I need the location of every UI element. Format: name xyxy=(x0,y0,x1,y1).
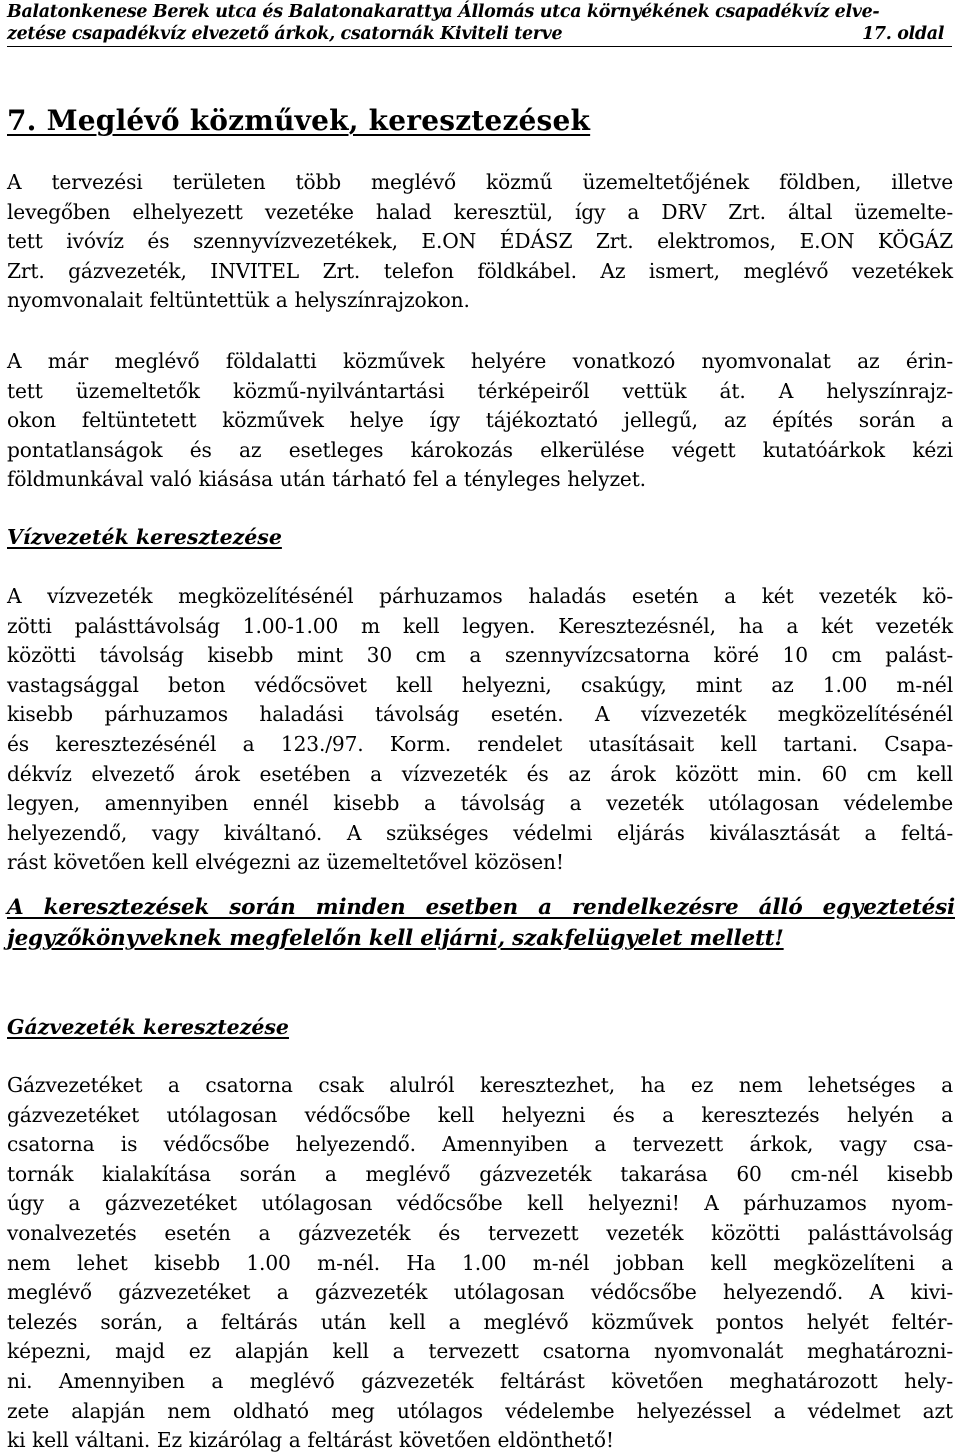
coordination-note-line: jegyzőkönyveknek megfelelőn kell eljárni, szakfelügyelet mellett! xyxy=(7,926,784,951)
paragraph-line: A vízvezeték megközelítésénél párhuzamos haladás esetén a két vezeték kö- xyxy=(7,584,953,608)
paragraph-line: Gázvezetéket a csatorna csak alulról keresztezhet, ha ez nem lehetséges a xyxy=(7,1073,953,1097)
coordination-note-line: A keresztezések során minden esetben a rendelkezésre álló egyeztetési xyxy=(7,895,955,920)
header-title-line-2 xyxy=(7,24,952,47)
paragraph-line: tornák kialakítása során a meglévő gázvezeték takarása 60 cm-nél kisebb xyxy=(7,1161,953,1186)
paragraph-line: levegőben elhelyezett vezetéke halad keresztül, így a DRV Zrt. által üzemelte- xyxy=(7,199,953,224)
paragraph-line: legyen, amennyiben ennél kisebb a távolság a vezeték utólagosan védelembe xyxy=(7,791,953,816)
paragraph-line: ki kell váltani. Ez kizárólag a feltárást követően eldönthető! xyxy=(7,1428,614,1453)
paragraph-line: helyezendő, vagy kiváltanó. A szükséges védelmi eljárás kiválasztását a feltá- xyxy=(7,820,953,845)
paragraph-line: képezni, majd ez alapján kell a tervezett csatorna nyomvonalát meghatározni- xyxy=(7,1339,953,1364)
header-title-line-2-text: zetése csapadékvíz elvezető árkok, csatornák Kiviteli terve xyxy=(7,24,563,44)
paragraph-line: tett üzemeltetők közmű-nyilvántartási térképeiről vettük át. A helyszínrajz- xyxy=(7,378,953,403)
header-title-line-1: Balatonkenese Berek utca és Balatonakarattya Állomás utca környékének csapadékvíz elve- xyxy=(7,2,880,22)
paragraph-line: tett ivóvíz és szennyvízvezetékek, E.ON ÉDÁSZ Zrt. elektromos, E.ON KÖGÁZ xyxy=(7,229,953,254)
info-paragraph xyxy=(7,347,953,495)
paragraph-line: kisebb párhuzamos haladási távolság esetén. A vízvezeték megközelítésénél xyxy=(7,702,953,727)
paragraph-line: dékvíz elvezető árok esetében a vízvezeték és az árok között min. 60 cm kell xyxy=(7,761,953,786)
paragraph-line: okon feltüntetett közművek helye így tájékoztató jellegű, az építés során a xyxy=(7,408,953,433)
paragraph-line: rást követően kell elvégezni az üzemeltetővel közösen! xyxy=(7,850,564,875)
paragraph-line: gázvezetéket utólagosan védőcsőbe kell helyezni és a keresztezés helyén a xyxy=(7,1102,953,1127)
paragraph-line: úgy a gázvezetéket utólagosan védőcsőbe kell helyezni! A párhuzamos nyom- xyxy=(7,1191,953,1216)
paragraph-line: vastagsággal beton védőcsövet kell helyezni, csakúgy, mint az 1.00 m-nél xyxy=(7,672,953,697)
paragraph-line: nem lehet kisebb 1.00 m-nél. Ha 1.00 m-nél jobban kell megközelíteni a xyxy=(7,1250,953,1275)
paragraph-line: közötti távolság kisebb mint 30 cm a szennyvízcsatorna köré 10 cm palást- xyxy=(7,643,953,668)
water-crossing-heading: Vízvezeték keresztezése xyxy=(7,525,282,549)
paragraph-line: csatorna is védőcsőbe helyezendő. Amennyiben a tervezett árkok, vagy csa- xyxy=(7,1132,953,1157)
coordination-note xyxy=(7,892,955,954)
paragraph-line: pontatlanságok és az esetleges károkozás elkerülése végett kutatóárkok kézi xyxy=(7,437,953,462)
gas-crossing-heading: Gázvezeték keresztezése xyxy=(7,1015,289,1039)
page-number: 17. oldal xyxy=(862,24,944,44)
section-title: 7. Meglévő közművek, keresztezések xyxy=(7,104,591,137)
paragraph-line: vonalvezetés esetén a gázvezeték és tervezett vezeték közötti palásttávolság xyxy=(7,1220,953,1245)
paragraph-line: ni. Amennyiben a meglévő gázvezeték feltárást követően meghatározott hely- xyxy=(7,1368,953,1393)
paragraph-line: Zrt. gázvezeték, INVITEL Zrt. telefon földkábel. Az ismert, meglévő vezetékek xyxy=(7,258,953,283)
paragraph-line: és keresztezésénél a 123./97. Korm. rendelet utasításait kell tartani. Csapa- xyxy=(7,731,953,756)
paragraph-line: meglévő gázvezetéket a gázvezeték utólagosan védőcsőbe helyezendő. A kivi- xyxy=(7,1280,953,1305)
gas-crossing-paragraph xyxy=(7,1071,953,1456)
intro-paragraph xyxy=(7,168,953,316)
paragraph-line: A már meglévő földalatti közművek helyére vonatkozó nyomvonalat az érin- xyxy=(7,349,953,373)
paragraph-line: A tervezési területen több meglévő közmű üzemeltetőjének földben, illetve xyxy=(7,170,953,194)
paragraph-line: nyomvonalait feltüntettük a helyszínrajzokon. xyxy=(7,288,470,313)
paragraph-line: földmunkával való kiásása után tárható fel a tényleges helyzet. xyxy=(7,467,646,492)
running-header xyxy=(7,0,952,47)
water-crossing-paragraph xyxy=(7,582,953,878)
paragraph-line: zete alapján nem oldható meg utólagos védelembe helyezéssel a védelmet azt xyxy=(7,1398,953,1423)
paragraph-line: telezés során, a feltárás után kell a meglévő közművek pontos helyét feltér- xyxy=(7,1309,953,1334)
coordination-note-line-2-wrap xyxy=(7,923,955,954)
paragraph-line: zötti palásttávolság 1.00-1.00 m kell legyen. Keresztezésnél, ha a két vezeték xyxy=(7,613,953,638)
